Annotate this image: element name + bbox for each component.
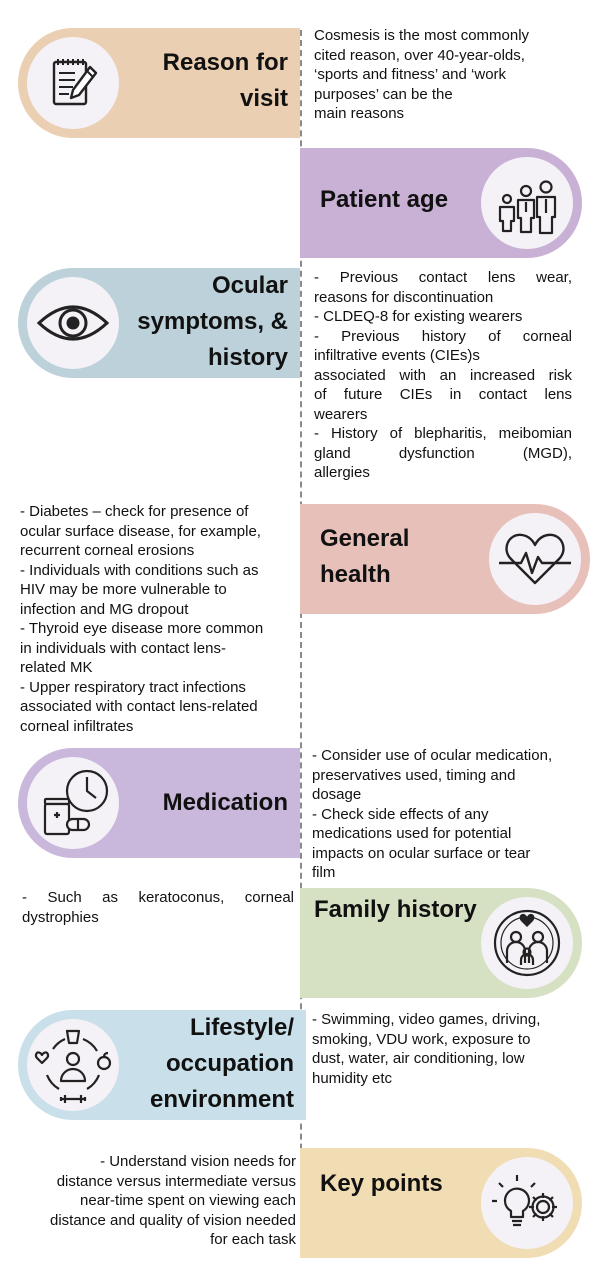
lifestyle-description: - Swimming, video games, driving, smoking, VDU work, exposure to dust, water, air conditioning, low humidity etc [312, 1011, 541, 1087]
medication-pill [18, 748, 300, 858]
ocular-symptoms-description: - Previous contact lens wear, reasons for discontinuation - CLDEQ-8 for existing wearers - Previous history of corneal infiltrative events (CIEs)s associated with an increased risk of future CIEs in contact lens wearers - History of blepharitis, meibomian gland dysfunction (MGD), allergies [314, 269, 572, 481]
reason-for-visit-pill [18, 28, 300, 138]
medication-title: Medication [162, 789, 288, 816]
patient-age-title: Patient age [320, 186, 449, 213]
key-points-pill [300, 1148, 582, 1258]
reason-for-visit-title: Reason for visit [162, 49, 288, 112]
lightbulb-gear-icon [481, 1157, 573, 1249]
lifestyle-cycle-icon [27, 1019, 119, 1111]
patient-age-pill [300, 148, 582, 258]
family-history-description: - Such as keratoconus, corneal dystrophies [22, 889, 294, 926]
family-heart-icon [481, 897, 573, 989]
general-health-pill [300, 504, 590, 614]
ocular-symptoms-pill [18, 268, 300, 378]
lifestyle-pill [18, 1010, 306, 1120]
medication-clock-icon [27, 757, 119, 849]
key-points-title: Key points [320, 1170, 443, 1197]
general-health-title: General health [320, 525, 410, 588]
general-health-description: - Diabetes – check for presence of ocular surface disease, for example, recurrent corneal erosions - Individuals with conditions such as HIV may be more vulnerable to infection and MG dropout - Thyroid eye disease more common in individuals with contact lens- related MK - Upper respiratory tract infections associated with contact lens-related corneal infiltrates [20, 503, 264, 735]
notepad-pencil-icon [27, 37, 119, 129]
lifestyle-title: Lifestyle/ occupation environment [149, 1014, 294, 1113]
eye-icon [27, 277, 119, 369]
key-points-description: - Understand vision needs for distance versus intermediate versus near-time spent on viewing each distance and quality of vision needed for each task [49, 1153, 296, 1248]
family-people-icon [481, 157, 573, 249]
medication-description: - Consider use of ocular medication, preservatives used, timing and dosage - Check side effects of any medications used for potential impacts on ocular surface or tear film [312, 747, 553, 881]
family-history-pill [300, 888, 582, 998]
family-history-title: Family history [314, 896, 477, 923]
reason-for-visit-description: Cosmesis is the most commonly cited reason, over 40-year-olds, ‘sports and fitness’ and ‘work purposes’ can be the main reasons [314, 27, 530, 122]
ocular-symptoms-title: Ocular symptoms, & history [137, 272, 288, 371]
heart-pulse-icon [489, 513, 581, 605]
